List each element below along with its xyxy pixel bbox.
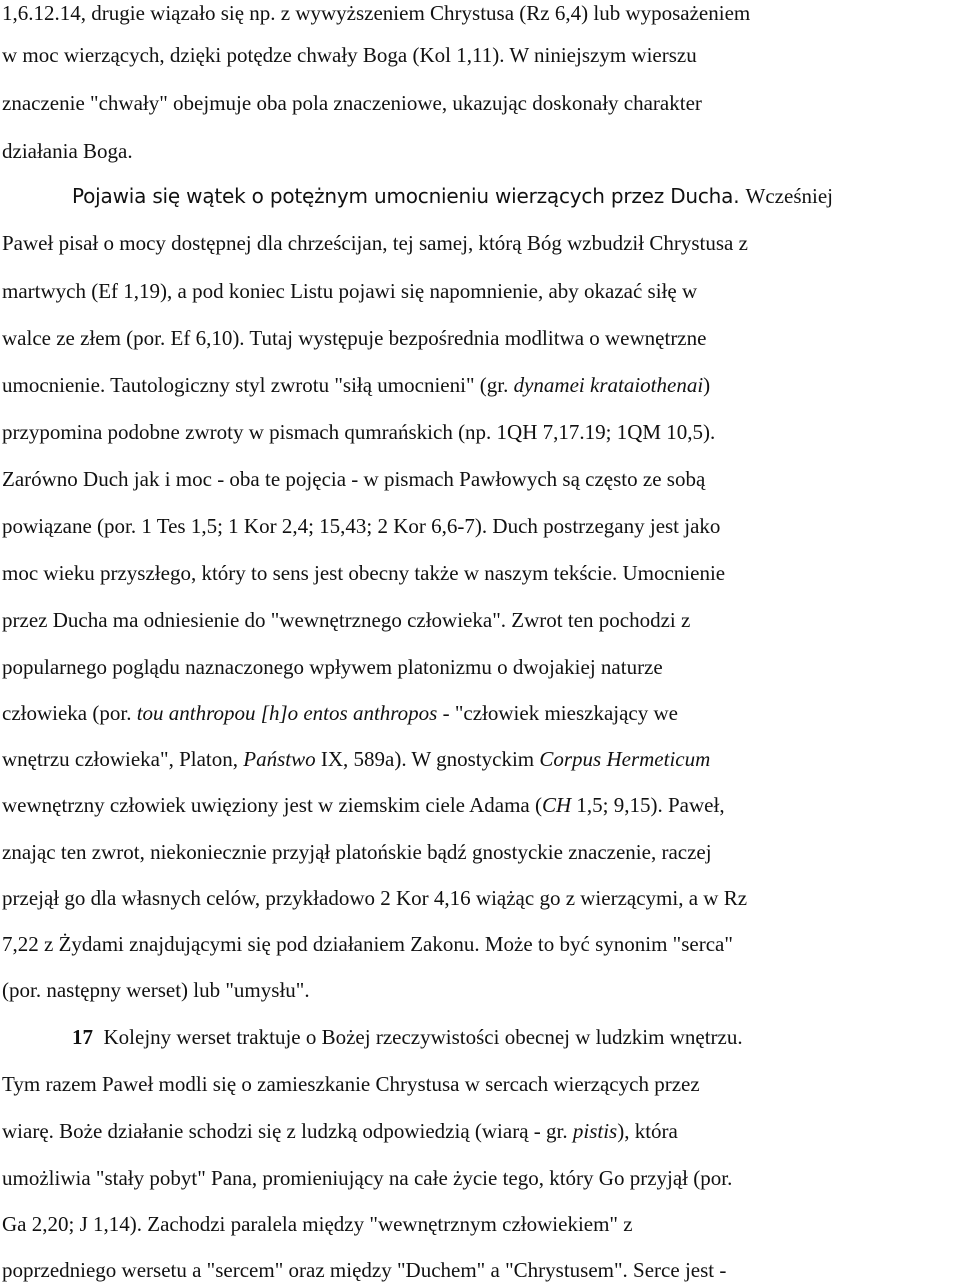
text-line xyxy=(2,372,710,398)
text-run: Duch postrzegany jest jako xyxy=(492,514,721,538)
text-line xyxy=(2,419,715,445)
text-run: Zwrot ten pochodzi z xyxy=(511,608,691,632)
text-run: umożliwia "stały pobyt" Pana, promieniujący na całe życie tego, który Go przyjął (por. xyxy=(2,1166,733,1190)
text-run: działania Boga. xyxy=(2,139,133,163)
text-run: 7,22 z Żydami znajdującymi się pod działaniem Zakonu. Może to być synonim "serca" xyxy=(2,932,733,956)
text-run: ), która xyxy=(617,1119,678,1143)
text-run: przejął go dla własnych celów, przykładowo 2 Kor 4,16 wiążąc go z wierzącymi, a w Rz xyxy=(2,886,748,910)
text-run: umocnienie. Tautologiczny styl zwrotu "siłą umocnieni" (gr. xyxy=(2,373,514,397)
text-line xyxy=(2,466,705,492)
text-line xyxy=(2,513,720,539)
text-line xyxy=(2,90,702,116)
text-run: Ga 2,20; J 1,14). Zachodzi paralela między "wewnętrznym człowiekiem" z xyxy=(2,1212,633,1236)
text-run-italic: Corpus Hermeticum xyxy=(539,747,711,771)
text-run: walce ze złem (por. Ef 6,10). Tutaj występuje bezpośrednia modlitwa o wewnętrzne xyxy=(2,326,707,350)
text-run: Kolejny werset traktuje o Bożej rzeczywistości obecnej w ludzkim wnętrzu. xyxy=(93,1025,743,1049)
verse-number: 17 xyxy=(72,1025,93,1049)
text-line xyxy=(72,1024,743,1050)
text-run: Umocnienie xyxy=(622,561,726,585)
text-run: powiązane (por. 1 Tes 1,5; 1 Kor 2,4; 15,43; 2 Kor 6,6-7). xyxy=(2,514,493,538)
text-run: Paweł pisał o mocy dostępnej dla chrześcijan, tej samej, którą Bóg wzbudził Chrystusa z xyxy=(2,231,748,255)
text-run: martwych (Ef 1,19), a pod koniec Listu pojawi się napomnienie, aby okazać siłę w xyxy=(2,279,698,303)
text-line xyxy=(2,325,706,351)
text-line xyxy=(2,607,690,633)
text-line xyxy=(2,654,663,680)
text-line xyxy=(2,977,310,1003)
text-run: poprzedniego wersetu a "sercem" oraz między "Duchem" a "Chrystusem". Serce jest - xyxy=(2,1258,727,1282)
text-run: moc wieku przyszłego, który to sens jest obecny także w naszym tekście. xyxy=(2,561,623,585)
text-run: przypomina podobne zwroty w pismach qumrańskich (np. 1QH 7,17.19; 1QM 10,5). xyxy=(2,420,716,444)
text-line xyxy=(2,1165,732,1191)
text-line xyxy=(2,931,733,957)
text-run-italic: tou anthropou [h]o entos anthropos xyxy=(136,701,438,725)
text-run: znaczenie "chwały" obejmuje oba pola znaczeniowe, ukazując doskonały charakter xyxy=(2,91,702,115)
text-line xyxy=(2,560,725,586)
text-line xyxy=(2,700,678,726)
text-line xyxy=(2,0,750,26)
text-line xyxy=(2,230,748,256)
text-line xyxy=(2,42,697,68)
text-run: (por. następny werset) lub "umysłu". xyxy=(2,978,310,1002)
text-line xyxy=(2,1071,700,1097)
text-run-italic: Państwo xyxy=(243,747,316,771)
text-line xyxy=(2,1211,633,1237)
text-run: w moc wierzących, dzięki potędze chwały Boga (Kol 1,11). W niniejszym wierszu xyxy=(2,43,697,67)
text-line xyxy=(2,839,712,865)
text-run-italic: dynamei krataiothenai xyxy=(513,373,704,397)
text-run: wnętrzu człowieka", Platon, xyxy=(2,747,244,771)
text-run: ) xyxy=(703,373,711,397)
text-run-italic: pistis xyxy=(572,1119,618,1143)
text-run: Tym razem Paweł modli się o zamieszkanie Chrystusa w sercach wierzących przez xyxy=(2,1072,700,1096)
text-run: IX, 589a). W gnostyckim xyxy=(315,747,540,771)
text-run: Pojawia się wątek o potężnym umocnieniu wierzących przez Ducha. xyxy=(72,184,746,208)
text-run: wewnętrzny człowiek uwięziony jest w ziemskim ciele Adama ( xyxy=(2,793,542,817)
text-line xyxy=(2,792,725,818)
text-line xyxy=(72,183,833,209)
text-run: Wcześniej xyxy=(745,184,833,208)
text-run: Zarówno Duch jak i moc - oba te pojęcia - w pismach Pawłowych są często ze sobą xyxy=(2,467,706,491)
text-run: wiarę. Boże działanie schodzi się z ludzką odpowiedzią (wiarą - gr. xyxy=(2,1119,573,1143)
text-line xyxy=(2,1257,726,1283)
text-line xyxy=(2,746,710,772)
text-line xyxy=(2,1118,678,1144)
text-run: popularnego poglądu naznaczonego wpływem platonizmu o dwojakiej naturze xyxy=(2,655,663,679)
text-run-italic: CH xyxy=(541,793,572,817)
text-run: - "człowiek mieszkający we xyxy=(437,701,678,725)
text-run: 1,5; 9,15). Paweł, xyxy=(571,793,725,817)
text-run: znając ten zwrot, niekoniecznie przyjął platońskie bądź gnostyckie znaczenie, raczej xyxy=(2,840,712,864)
text-run: człowieka (por. xyxy=(2,701,137,725)
text-line xyxy=(2,885,747,911)
text-run: przez Ducha ma odniesienie do "wewnętrznego człowieka". xyxy=(2,608,512,632)
text-line xyxy=(2,278,697,304)
text-run: 1,6.12.14, drugie wiązało się np. z wywyższeniem Chrystusa (Rz 6,4) lub wyposażeniem xyxy=(2,1,751,25)
text-line xyxy=(2,138,133,164)
